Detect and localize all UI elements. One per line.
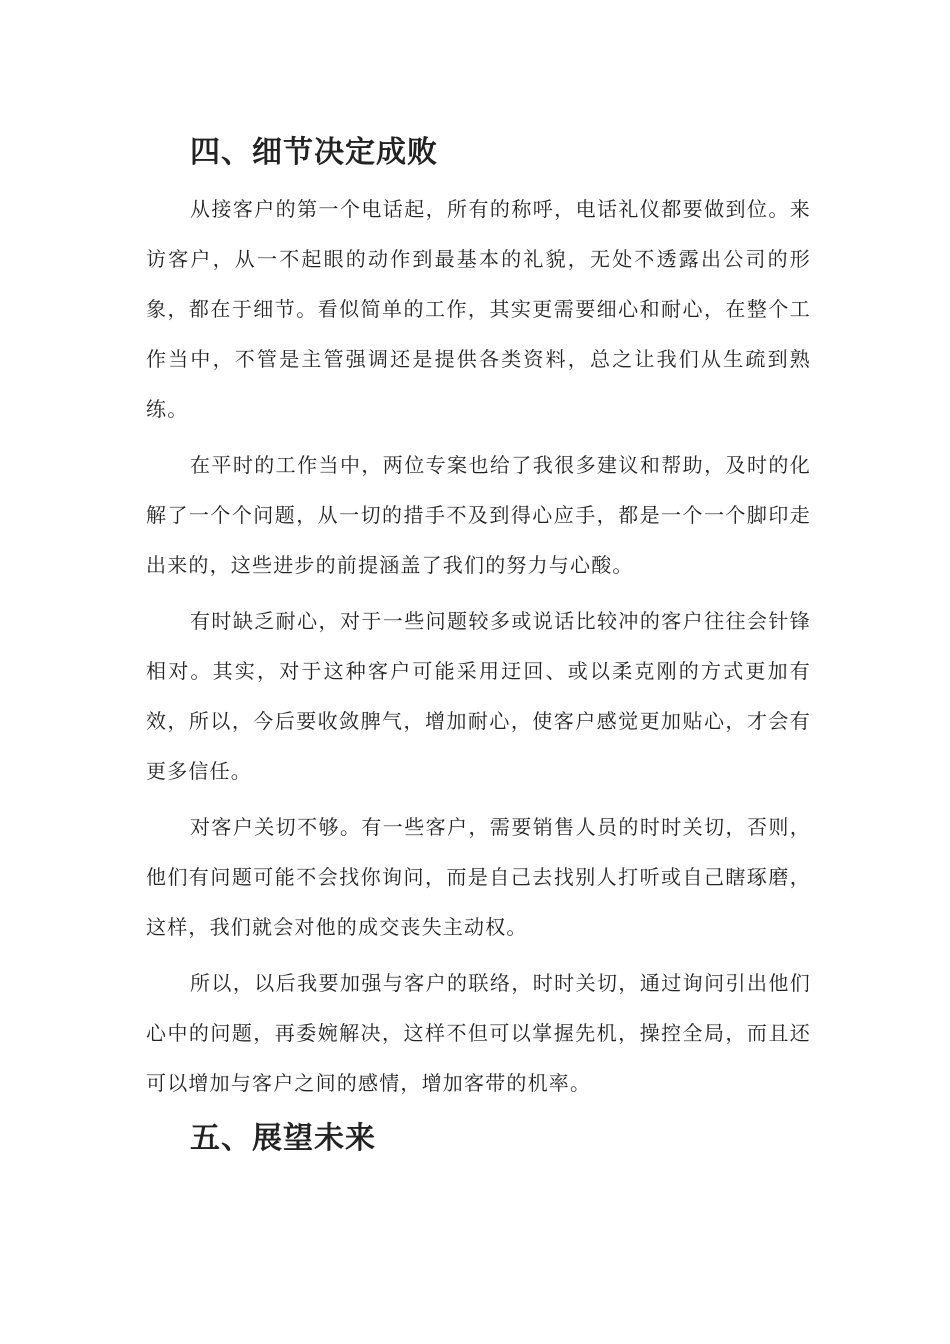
section-heading-5: 五、展望未来: [190, 1121, 376, 1156]
document-body: [146, 128, 811, 1164]
paragraph-4: 对客户关切不够。有一些客户，需要销售人员的时时关切，否则，他们有问题可能不会找你询问，而是自己去找别人打听或自己瞎琢磨，这样，我们就会对他的成交丧失主动权。: [146, 815, 811, 939]
paragraph-2: 在平时的工作当中，两位专案也给了我很多建议和帮助，及时的化解了一个个问题，从一切的措手不及到得心应手，都是一个一个脚印走出来的，这些进步的前提涵盖了我们的努力与心酸。: [146, 453, 811, 577]
paragraph-3: 有时缺乏耐心，对于一些问题较多或说话比较冲的客户往往会针锋相对。其实，对于这种客户可能采用迂回、或以柔克刚的方式更加有效，所以，今后要收敛脾气，增加耐心，使客户感觉更加贴心，才会有更多信任。: [146, 609, 811, 783]
paragraph-5: 所以，以后我要加强与客户的联络，时时关切，通过询问引出他们心中的问题，再委婉解决，这样不但可以掌握先机，操控全局，而且还可以增加与客户之间的感情，增加客带的机率。: [146, 971, 811, 1095]
section-heading-4: 四、细节决定成败: [190, 135, 438, 170]
paragraph-1: 从接客户的第一个电话起，所有的称呼，电话礼仪都要做到位。来访客户，从一不起眼的动作到最基本的礼貌，无处不透露出公司的形象，都在于细节。看似简单的工作，其实更需要细心和耐心，在整个工作当中，不管是主管强调还是提供各类资料，总之让我们从生疏到熟练。: [146, 197, 811, 421]
